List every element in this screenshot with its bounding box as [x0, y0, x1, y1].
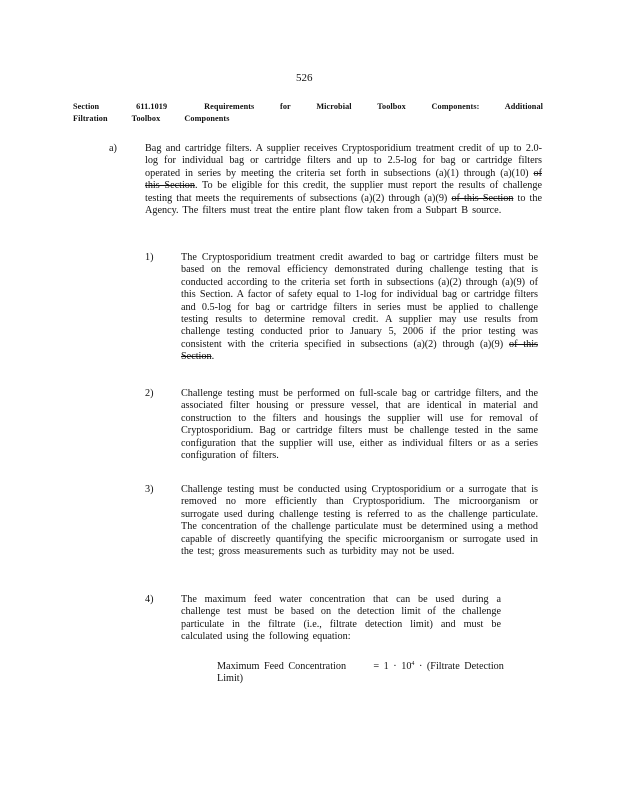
item-1-strikethrough: of this Section [181, 338, 538, 363]
item-4-marker: 4) [145, 594, 154, 605]
section-number: 611.1019 [136, 102, 168, 111]
item-1-marker: 1) [145, 252, 154, 263]
item-1-text-part1: The Cryptosporidium treatment credit awarded to bag or cartridge filters must be based on the removal efficiency demonstrated during challenge testing that is conducted according to the criteria set forth in subsections (a)(2) through (a)(9) of this Section. A factor of safety equal to 1-log for individual bag or cartridge filters and 0.5-log for bag or cartridge filters in series must be applied to challenge testing results to determine removal credit. A supplier may use results from challenge testing conducted prior to January 5, 2006 if the prior testing was consistent with the criteria specified in subsections (a)(2) through (a)(9) [181, 252, 538, 350]
subsection-a-strikethrough-2: of this Section [451, 192, 514, 204]
item-1-text-part2: . [211, 351, 215, 363]
subsection-a-text-part3: to the Agency. The filters must treat the entire plant flow taken from a Subpart B source. [145, 192, 543, 217]
equation-exponent: 4 [411, 661, 415, 667]
item-4-text: The maximum feed water concentration that can be used during a challenge test must be based on the detection limit of the challenge particulate in the filtrate (i.e., filtrate detection limit) and must be calculated using the following equation: [181, 594, 501, 643]
section-label: Section [73, 102, 100, 111]
subsection-a-text-part1: Bag and cartridge filters. A supplier receives Cryptosporidium treatment credit of up to 2.0-log for individual bag or cartridge filters and up to 2.5-log for bag or cartridge filters operated in series by meeting the criteria set forth in subsections (a)(1) through (a)(10) [145, 143, 542, 179]
subsection-a-text-part2: . To be eligible for this credit, the supplier must report the results of challenge testing that meets the requirements of subsections (a)(2) through (a)(9) [145, 180, 542, 204]
equation-coefficient: 1 · 10 [383, 661, 412, 672]
page-number: 526 [296, 72, 313, 84]
item-1-text [181, 252, 538, 364]
equation-rhs: · (Filtrate Detection Limit) [217, 661, 504, 685]
subsection-a-strikethrough-1: of this Section [145, 167, 542, 192]
section-title: Requirements for Microbial Toolbox Components: Additional Filtration Toolbox Components [73, 102, 568, 123]
equation-lhs: Maximum Feed Concentration [217, 661, 347, 672]
subsection-a-marker: a) [109, 143, 117, 154]
subsection-a-text [145, 143, 542, 217]
section-heading [73, 101, 568, 125]
equation-equals: = [373, 661, 380, 672]
item-2-text: Challenge testing must be performed on full-scale bag or cartridge filters, and the associated filter housing or pressure vessel, that are identical in material and construction to the filters and housings the supplier will use for removal of Cryptosporidium. Bag or cartridge filters must be challenge tested in the same configuration that the supplier will use, either as individual filters or as a series configuration of filters. [181, 388, 538, 462]
item-3-marker: 3) [145, 484, 154, 495]
item-2-marker: 2) [145, 388, 154, 399]
max-feed-equation [217, 661, 507, 686]
item-3-text: Challenge testing must be conducted using Cryptosporidium or a surrogate that is removed no more efficiently than Cryptosporidium. The microorganism or surrogate used during challenge testing is referred to as the challenge particulate. The concentration of the challenge particulate must be determined using a method capable of discreetly quantifying the specific microorganism or surrogate used in the test; gross measurements such as turbidity may not be used. [181, 484, 538, 558]
